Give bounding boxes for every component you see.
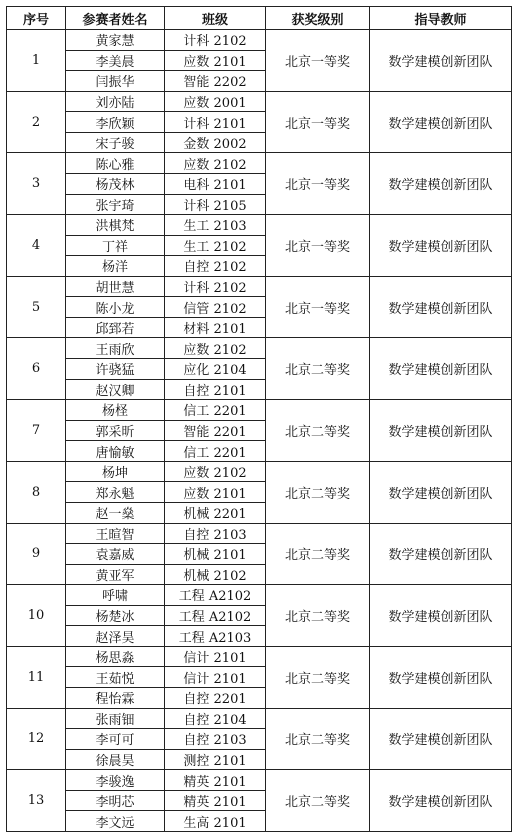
group-index: 10 — [7, 585, 66, 647]
participant-class: 工程 A2103 — [165, 626, 266, 647]
participant-class: 精英 2101 — [165, 770, 266, 791]
participant-class: 智能 2202 — [165, 71, 266, 92]
participant-name: 邱郅若 — [66, 317, 165, 338]
group-index: 6 — [7, 338, 66, 400]
advisor: 数学建模创新团队 — [370, 646, 512, 708]
award-level: 北京一等奖 — [266, 276, 370, 338]
participant-name: 李美晨 — [66, 50, 165, 71]
table-row — [7, 708, 512, 729]
participant-class: 工程 A2102 — [165, 605, 266, 626]
participant-class: 应数 2102 — [165, 338, 266, 359]
participant-name: 张宇琦 — [66, 194, 165, 215]
participant-name: 杨楚冰 — [66, 605, 165, 626]
header-award-level: 获奖级别 — [266, 7, 370, 30]
participant-name: 杨坤 — [66, 461, 165, 482]
award-level: 北京二等奖 — [266, 338, 370, 400]
participant-class: 应化 2104 — [165, 359, 266, 380]
advisor: 数学建模创新团队 — [370, 30, 512, 92]
participant-name: 张雨钿 — [66, 708, 165, 729]
advisor: 数学建模创新团队 — [370, 400, 512, 462]
participant-name: 唐愉敏 — [66, 441, 165, 462]
participant-class: 机械 2101 — [165, 544, 266, 565]
participant-class: 自控 2103 — [165, 729, 266, 750]
participant-class: 信管 2102 — [165, 297, 266, 318]
table-row — [7, 646, 512, 667]
participant-name: 郭采昕 — [66, 420, 165, 441]
participant-name: 杨洋 — [66, 256, 165, 277]
participant-name: 李明芯 — [66, 790, 165, 811]
participant-name: 赵一燊 — [66, 502, 165, 523]
header-class: 班级 — [165, 7, 266, 30]
group-index: 5 — [7, 276, 66, 338]
advisor: 数学建模创新团队 — [370, 276, 512, 338]
table-row — [7, 91, 512, 112]
award-table — [6, 6, 512, 832]
group-index: 11 — [7, 646, 66, 708]
participant-name: 杨柽 — [66, 400, 165, 421]
award-level: 北京二等奖 — [266, 708, 370, 770]
participant-class: 材料 2101 — [165, 317, 266, 338]
table-row — [7, 770, 512, 791]
group-index: 9 — [7, 523, 66, 585]
participant-class: 智能 2201 — [165, 420, 266, 441]
award-level: 北京一等奖 — [266, 91, 370, 153]
participant-name: 胡世慧 — [66, 276, 165, 297]
participant-name: 黄家慧 — [66, 30, 165, 51]
participant-class: 工程 A2102 — [165, 585, 266, 606]
group-index: 4 — [7, 215, 66, 277]
participant-class: 应数 2102 — [165, 461, 266, 482]
advisor: 数学建模创新团队 — [370, 215, 512, 277]
participant-class: 精英 2101 — [165, 790, 266, 811]
participant-name: 赵泽昊 — [66, 626, 165, 647]
table-row — [7, 276, 512, 297]
table-row — [7, 338, 512, 359]
participant-name: 黄亚军 — [66, 564, 165, 585]
table-row — [7, 30, 512, 51]
advisor: 数学建模创新团队 — [370, 91, 512, 153]
table-row — [7, 461, 512, 482]
participant-name: 陈心雅 — [66, 153, 165, 174]
participant-name: 杨茂林 — [66, 173, 165, 194]
participant-class: 自控 2101 — [165, 379, 266, 400]
participant-name: 李欣颖 — [66, 112, 165, 133]
participant-name: 陈小龙 — [66, 297, 165, 318]
participant-name: 宋子骏 — [66, 132, 165, 153]
advisor: 数学建模创新团队 — [370, 461, 512, 523]
group-index: 8 — [7, 461, 66, 523]
award-level: 北京一等奖 — [266, 153, 370, 215]
participant-class: 生高 2101 — [165, 811, 266, 832]
participant-class: 信计 2101 — [165, 646, 266, 667]
group-index: 7 — [7, 400, 66, 462]
advisor: 数学建模创新团队 — [370, 708, 512, 770]
participant-name: 洪棋梵 — [66, 215, 165, 236]
participant-name: 郑永魁 — [66, 482, 165, 503]
participant-name: 杨思淼 — [66, 646, 165, 667]
header-advisor: 指导教师 — [370, 7, 512, 30]
participant-class: 计科 2101 — [165, 112, 266, 133]
table-body — [7, 30, 512, 832]
participant-class: 机械 2102 — [165, 564, 266, 585]
participant-class: 自控 2102 — [165, 256, 266, 277]
award-level: 北京二等奖 — [266, 523, 370, 585]
table-row — [7, 585, 512, 606]
participant-class: 信工 2201 — [165, 441, 266, 462]
participant-class: 计科 2102 — [165, 276, 266, 297]
participant-class: 自控 2104 — [165, 708, 266, 729]
participant-name: 李文远 — [66, 811, 165, 832]
participant-name: 王暄智 — [66, 523, 165, 544]
award-level: 北京二等奖 — [266, 585, 370, 647]
award-level: 北京一等奖 — [266, 215, 370, 277]
advisor: 数学建模创新团队 — [370, 153, 512, 215]
award-level: 北京二等奖 — [266, 461, 370, 523]
advisor: 数学建模创新团队 — [370, 585, 512, 647]
participant-name: 徐晨昊 — [66, 749, 165, 770]
group-index: 13 — [7, 770, 66, 832]
participant-name: 李骏逸 — [66, 770, 165, 791]
header-participant-name: 参赛者姓名 — [66, 7, 165, 30]
participant-name: 王茹悦 — [66, 667, 165, 688]
group-index: 2 — [7, 91, 66, 153]
award-level: 北京二等奖 — [266, 770, 370, 832]
table-row — [7, 153, 512, 174]
participant-class: 自控 2201 — [165, 688, 266, 709]
participant-name: 李可可 — [66, 729, 165, 750]
group-index: 3 — [7, 153, 66, 215]
participant-class: 应数 2001 — [165, 91, 266, 112]
participant-name: 闫振华 — [66, 71, 165, 92]
advisor: 数学建模创新团队 — [370, 523, 512, 585]
participant-class: 信计 2101 — [165, 667, 266, 688]
participant-name: 程怡霖 — [66, 688, 165, 709]
header-row — [7, 7, 512, 30]
participant-class: 机械 2201 — [165, 502, 266, 523]
participant-name: 王雨欣 — [66, 338, 165, 359]
participant-name: 刘亦陆 — [66, 91, 165, 112]
participant-name: 袁嘉威 — [66, 544, 165, 565]
table-row — [7, 400, 512, 421]
participant-name: 许骁猛 — [66, 359, 165, 380]
participant-class: 生工 2102 — [165, 235, 266, 256]
participant-class: 应数 2101 — [165, 482, 266, 503]
header-index: 序号 — [7, 7, 66, 30]
participant-class: 应数 2101 — [165, 50, 266, 71]
participant-class: 金数 2002 — [165, 132, 266, 153]
table-row — [7, 215, 512, 236]
award-level: 北京二等奖 — [266, 646, 370, 708]
participant-class: 自控 2103 — [165, 523, 266, 544]
advisor: 数学建模创新团队 — [370, 770, 512, 832]
participant-name: 丁祥 — [66, 235, 165, 256]
participant-class: 计科 2105 — [165, 194, 266, 215]
participant-class: 电科 2101 — [165, 173, 266, 194]
participant-class: 测控 2101 — [165, 749, 266, 770]
award-level: 北京一等奖 — [266, 30, 370, 92]
participant-class: 信工 2201 — [165, 400, 266, 421]
participant-class: 生工 2103 — [165, 215, 266, 236]
participant-class: 应数 2102 — [165, 153, 266, 174]
award-level: 北京二等奖 — [266, 400, 370, 462]
group-index: 12 — [7, 708, 66, 770]
table-row — [7, 523, 512, 544]
advisor: 数学建模创新团队 — [370, 338, 512, 400]
participant-class: 计科 2102 — [165, 30, 266, 51]
participant-name: 呼啸 — [66, 585, 165, 606]
participant-name: 赵汉卿 — [66, 379, 165, 400]
group-index: 1 — [7, 30, 66, 92]
